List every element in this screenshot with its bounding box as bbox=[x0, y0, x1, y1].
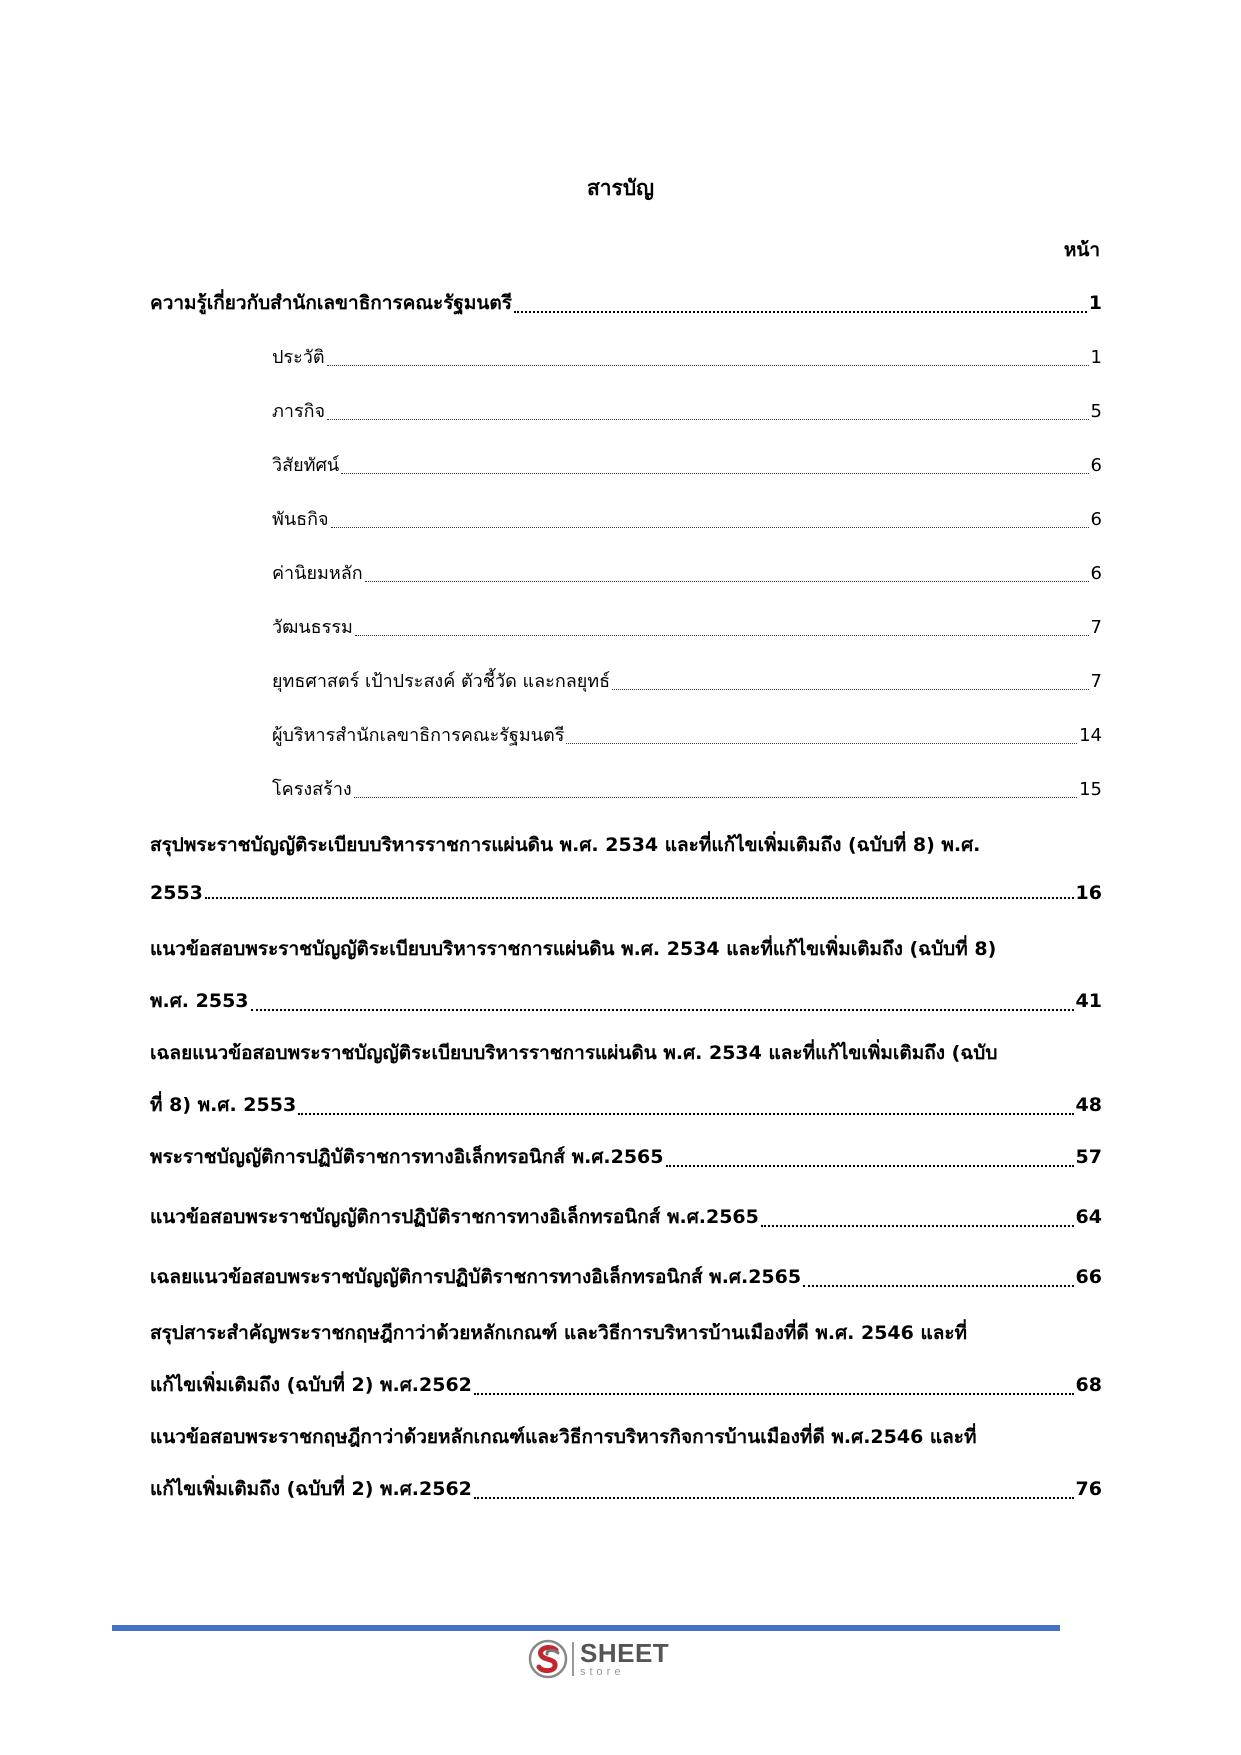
toc-entry-page: 48 bbox=[1075, 1094, 1102, 1116]
toc-entry-page: 1 bbox=[1088, 292, 1102, 314]
toc-leader-dots bbox=[341, 473, 1088, 474]
toc-subentry[interactable] bbox=[150, 342, 1102, 371]
toc-leader-dots bbox=[365, 581, 1089, 582]
toc-leader-dots bbox=[354, 797, 1077, 798]
toc-entry-label: แก้ไขเพิ่มเติมถึง (ฉบับที่ 2) พ.ศ.2562 bbox=[150, 1374, 472, 1396]
toc-entry-page: 6 bbox=[1090, 455, 1102, 476]
toc-entry-page: 68 bbox=[1075, 1374, 1102, 1396]
toc-entry-label-line1: แนวข้อสอบพระราชกฤษฎีกาว่าด้วยหลักเกณฑ์และวิธีการบริหารกิจการบ้านเมืองที่ดี พ.ศ.2546 และที่ bbox=[150, 1426, 977, 1448]
toc-leader-dots bbox=[514, 311, 1087, 313]
toc-entry-page: 64 bbox=[1075, 1206, 1102, 1228]
toc-entry-label: แนวข้อสอบพระราชบัญญัติการปฏิบัติราชการทางอิเล็กทรอนิกส์ พ.ศ.2565 bbox=[150, 1206, 759, 1228]
logo-separator bbox=[572, 1642, 574, 1676]
toc-entry[interactable] bbox=[150, 1202, 1102, 1232]
toc-entry-page: 7 bbox=[1090, 671, 1102, 692]
toc-leader-dots bbox=[327, 365, 1089, 366]
toc-leader-dots bbox=[666, 1165, 1074, 1167]
toc-entry[interactable] bbox=[150, 1422, 1102, 1504]
sheet-store-logo-icon bbox=[528, 1639, 568, 1679]
toc-entry-label-line1: สรุปพระราชบัญญัติระเบียบบริหารราชการแผ่นดิน พ.ศ. 2534 และที่แก้ไขเพิ่มเติมถึง (ฉบับที่ 8) พ.ศ. bbox=[150, 834, 981, 856]
toc-subentry[interactable] bbox=[150, 774, 1102, 803]
logo-subtext: store bbox=[580, 1666, 625, 1678]
toc-entry-page: 16 bbox=[1075, 882, 1102, 904]
toc-entry[interactable] bbox=[150, 288, 1102, 318]
toc-leader-dots bbox=[566, 743, 1077, 744]
toc-leader-dots bbox=[327, 419, 1088, 420]
toc-entry-label: วิสัยทัศน์ bbox=[272, 455, 340, 476]
toc-entry-label: พ.ศ. 2553 bbox=[150, 990, 249, 1012]
sheet-store-logo bbox=[528, 1637, 669, 1681]
toc-leader-dots bbox=[331, 527, 1089, 528]
toc-leader-dots bbox=[761, 1225, 1074, 1227]
footer-divider bbox=[112, 1625, 1060, 1631]
toc-subentry[interactable] bbox=[150, 504, 1102, 533]
toc-subentry[interactable] bbox=[150, 396, 1102, 425]
toc-leader-dots bbox=[205, 897, 1074, 899]
toc-entry-page: 7 bbox=[1090, 617, 1102, 638]
toc-subentry[interactable] bbox=[150, 450, 1102, 479]
toc-leader-dots bbox=[474, 1497, 1074, 1499]
toc-leader-dots bbox=[355, 635, 1089, 636]
toc-subentry[interactable] bbox=[150, 720, 1102, 749]
toc-entry-page: 15 bbox=[1079, 779, 1102, 800]
toc-subentry[interactable] bbox=[150, 558, 1102, 587]
toc-entry-label: ค่านิยมหลัก bbox=[272, 563, 363, 584]
toc-subentry[interactable] bbox=[150, 612, 1102, 641]
toc-entry-label: ผู้บริหารสำนักเลขาธิการคณะรัฐมนตรี bbox=[272, 725, 565, 746]
toc-entry-label: พันธกิจ bbox=[272, 509, 329, 530]
toc-entry-page: 14 bbox=[1079, 725, 1102, 746]
toc-entry-label: วัฒนธรรม bbox=[272, 617, 353, 638]
toc-entry-label: ประวัติ bbox=[272, 347, 325, 368]
toc-entry-label: ยุทธศาสตร์ เป้าประสงค์ ตัวชี้วัด และกลยุทธ์ bbox=[272, 671, 611, 692]
toc-entry[interactable] bbox=[150, 1262, 1102, 1292]
toc-entry-page: 57 bbox=[1075, 1146, 1102, 1168]
toc-leader-dots bbox=[803, 1285, 1073, 1287]
toc-entry-page: 76 bbox=[1075, 1478, 1102, 1500]
toc-entry-page: 41 bbox=[1075, 990, 1102, 1012]
toc-entry-label: ภารกิจ bbox=[272, 401, 326, 422]
toc-entry-page: 6 bbox=[1090, 509, 1102, 530]
toc-entry-page: 5 bbox=[1090, 401, 1102, 422]
toc-entry-label: แก้ไขเพิ่มเติมถึง (ฉบับที่ 2) พ.ศ.2562 bbox=[150, 1478, 472, 1500]
toc-entry-page: 66 bbox=[1075, 1266, 1102, 1288]
toc-leader-dots bbox=[474, 1393, 1074, 1395]
toc-entry[interactable] bbox=[150, 830, 1102, 904]
toc-entry[interactable] bbox=[150, 1038, 1102, 1120]
toc-entry-label: โครงสร้าง bbox=[272, 779, 352, 800]
toc-entry-label: เฉลยแนวข้อสอบพระราชบัญญัติการปฏิบัติราชการทางอิเล็กทรอนิกส์ พ.ศ.2565 bbox=[150, 1266, 802, 1288]
toc-leader-dots bbox=[251, 1009, 1074, 1011]
toc-entry-label: พระราชบัญญัติการปฏิบัติราชการทางอิเล็กทรอนิกส์ พ.ศ.2565 bbox=[150, 1146, 664, 1168]
toc-entry-label-line1: เฉลยแนวข้อสอบพระราชบัญญัติระเบียบบริหารราชการแผ่นดิน พ.ศ. 2534 และที่แก้ไขเพิ่มเติมถึง (ฉบับ bbox=[150, 1042, 998, 1064]
page-column-header: หน้า bbox=[1063, 239, 1100, 261]
toc-entry-page: 6 bbox=[1090, 563, 1102, 584]
page-title: สารบัญ bbox=[586, 176, 655, 200]
toc-leader-dots bbox=[298, 1113, 1073, 1115]
logo-wordmark: SHEET bbox=[580, 1638, 670, 1668]
toc-entry[interactable] bbox=[150, 1318, 1102, 1400]
toc-entry-label: 2553 bbox=[150, 882, 203, 904]
toc-subentry[interactable] bbox=[150, 666, 1102, 695]
toc-leader-dots bbox=[612, 689, 1088, 690]
toc-entry-page: 1 bbox=[1090, 347, 1102, 368]
toc-entry-label: ที่ 8) พ.ศ. 2553 bbox=[150, 1094, 297, 1116]
toc-entry-label: ความรู้เกี่ยวกับสำนักเลขาธิการคณะรัฐมนตรี bbox=[150, 292, 512, 314]
toc-entry-label-line1: แนวข้อสอบพระราชบัญญัติระเบียบบริหารราชการแผ่นดิน พ.ศ. 2534 และที่แก้ไขเพิ่มเติมถึง (ฉบับที่ 8) bbox=[150, 938, 997, 960]
toc-entry[interactable] bbox=[150, 1142, 1102, 1172]
toc-entry[interactable] bbox=[150, 934, 1102, 1016]
toc-entry-label-line1: สรุปสาระสำคัญพระราชกฤษฎีกาว่าด้วยหลักเกณฑ์ และวิธีการบริหารบ้านเมืองที่ดี พ.ศ. 2546 และที่ bbox=[150, 1322, 968, 1344]
